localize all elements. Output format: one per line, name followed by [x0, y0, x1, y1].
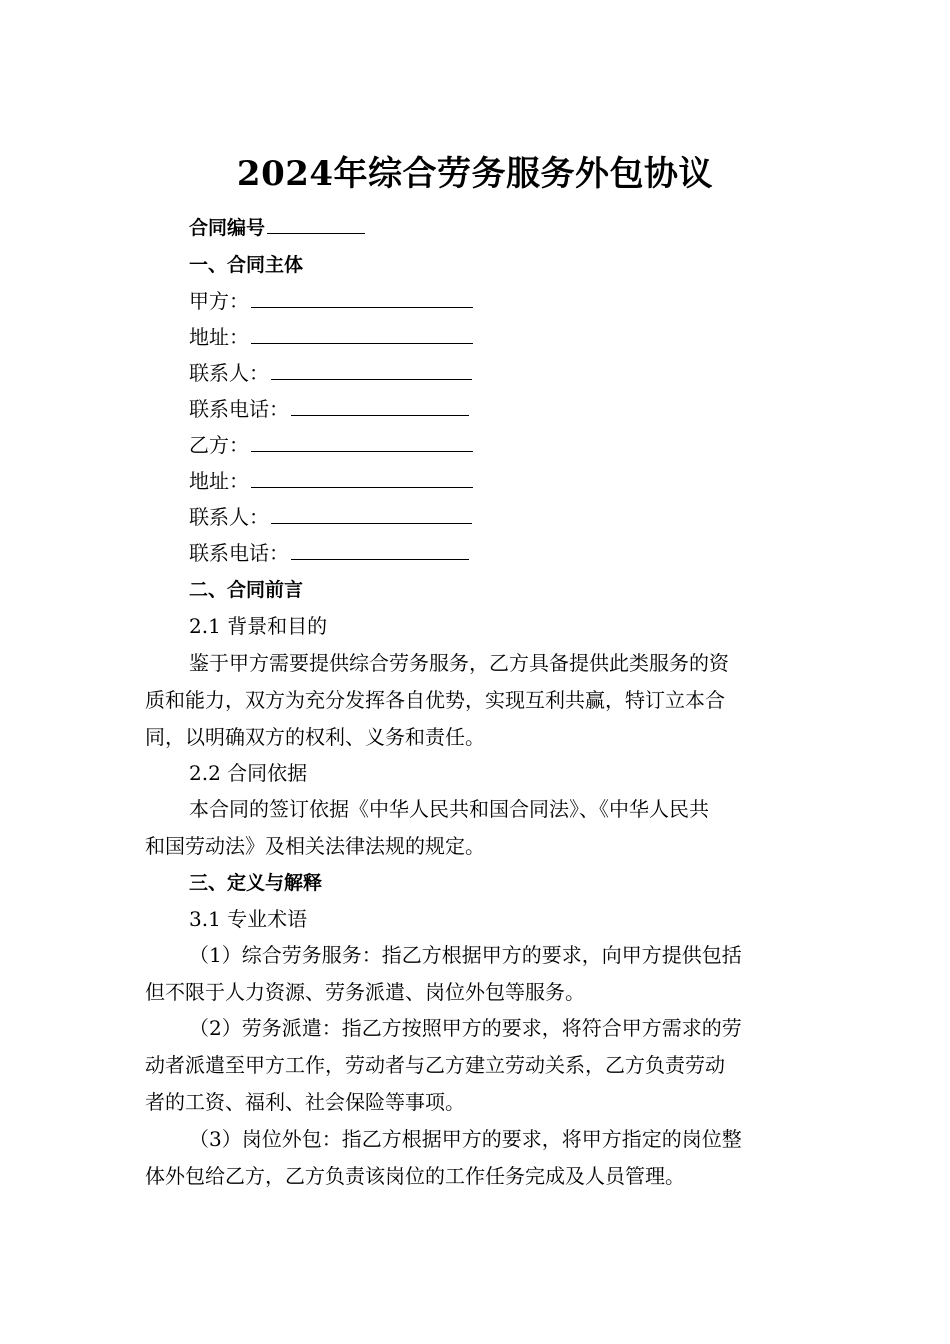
- paragraph-line: 但不限于人力资源、劳务派遣、岗位外包等服务。: [145, 980, 585, 1004]
- party-a-contact-label: 联系人：: [189, 361, 269, 385]
- party-a-address-blank: [251, 325, 473, 344]
- party-a-contact-line: [189, 358, 472, 388]
- party-a-phone-line: [189, 394, 469, 424]
- party-b-line: [189, 430, 473, 460]
- subsection-3-1-title: 3.1 专业术语: [189, 907, 308, 931]
- party-b-phone-blank: [291, 541, 469, 560]
- party-b-label: 乙方：: [189, 433, 249, 457]
- party-a-phone-label: 联系电话：: [189, 397, 289, 421]
- party-b-address-blank: [251, 469, 473, 488]
- paragraph-line: （3）岗位外包：指乙方根据甲方的要求，将甲方指定的岗位整: [189, 1127, 742, 1151]
- party-b-address-label: 地址：: [189, 469, 249, 493]
- subsection-2-2-title: 2.2 合同依据: [189, 761, 308, 785]
- paragraph-line: 鉴于甲方需要提供综合劳务服务，乙方具备提供此类服务的资: [189, 651, 729, 675]
- party-b-contact-label: 联系人：: [189, 505, 269, 529]
- section-2-heading: 二、合同前言: [189, 579, 304, 601]
- party-b-blank: [251, 433, 473, 452]
- paragraph-line: 者的工资、福利、社会保险等事项。: [145, 1090, 465, 1114]
- section-3-heading: 三、定义与解释: [189, 872, 323, 894]
- page-title: 2024年综合劳务服务外包协议: [236, 154, 714, 194]
- party-a-contact-blank: [271, 361, 472, 380]
- paragraph-line: 本合同的签订依据《中华人民共和国合同法》、《中华人民共: [189, 797, 709, 821]
- party-b-address-line: [189, 466, 473, 496]
- contract-number-label: 合同编号: [189, 217, 266, 239]
- party-b-phone-label: 联系电话：: [189, 541, 289, 565]
- section-1-heading: 一、合同主体: [189, 254, 304, 276]
- contract-number-line: [189, 213, 365, 243]
- party-b-phone-line: [189, 538, 469, 568]
- party-b-contact-line: [189, 502, 472, 532]
- subsection-2-1-title: 2.1 背景和目的: [189, 614, 328, 638]
- paragraph-line: 和国劳动法》及相关法律法规的规定。: [145, 834, 485, 858]
- paragraph-line: 体外包给乙方，乙方负责该岗位的工作任务完成及人员管理。: [145, 1164, 685, 1188]
- party-a-label: 甲方：: [189, 289, 249, 313]
- party-a-line: [189, 286, 473, 316]
- paragraph-line: 质和能力，双方为充分发挥各自优势，实现互利共赢，特订立本合: [145, 688, 725, 712]
- contract-number-blank: [267, 215, 365, 234]
- party-a-address-label: 地址：: [189, 325, 249, 349]
- paragraph-line: （1）综合劳务服务：指乙方根据甲方的要求，向甲方提供包括: [189, 943, 742, 967]
- party-a-address-line: [189, 322, 473, 352]
- party-b-contact-blank: [271, 505, 472, 524]
- party-a-phone-blank: [291, 397, 469, 416]
- paragraph-line: （2）劳务派遣：指乙方按照甲方的要求，将符合甲方需求的劳: [189, 1016, 742, 1040]
- paragraph-line: 动者派遣至甲方工作，劳动者与乙方建立劳动关系，乙方负责劳动: [145, 1053, 725, 1077]
- paragraph-line: 同，以明确双方的权利、义务和责任。: [145, 725, 485, 749]
- party-a-blank: [251, 289, 473, 308]
